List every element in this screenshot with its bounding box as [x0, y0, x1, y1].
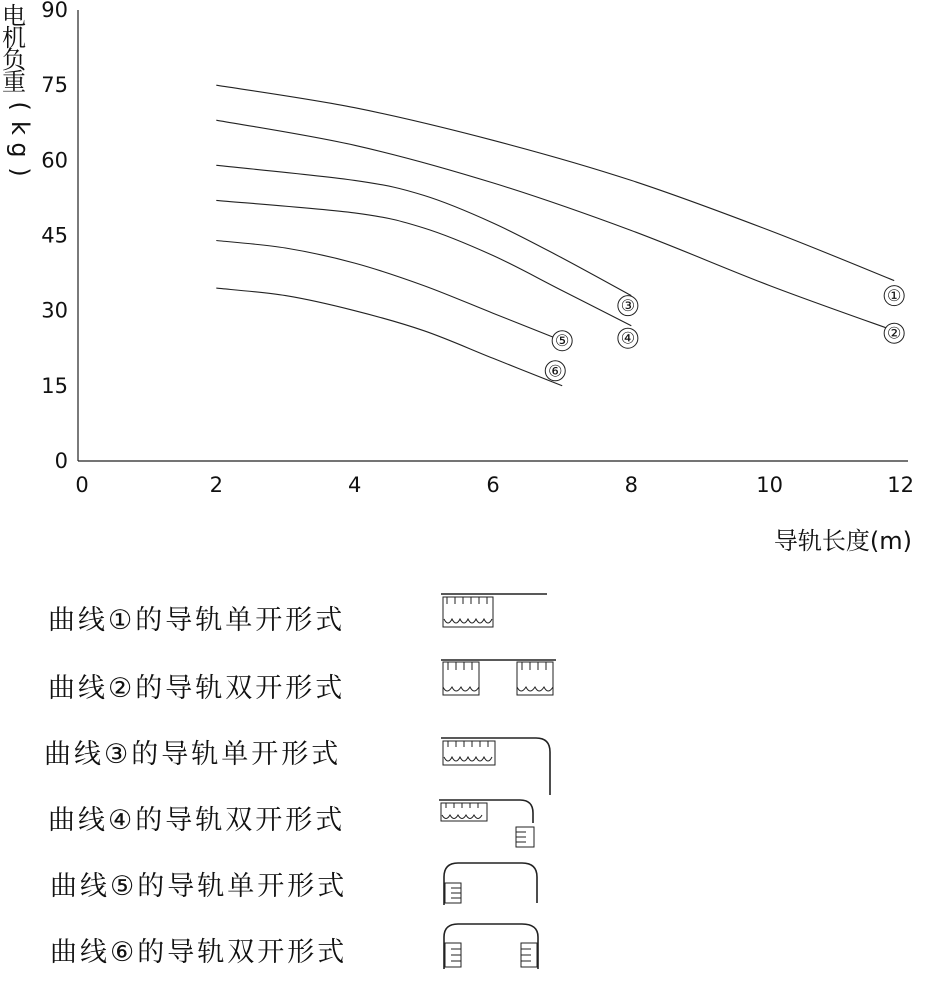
- double-open-l-shape-icon: [438, 797, 542, 849]
- legend-item: [48, 797, 345, 837]
- y-axis-label-char: 重: [2, 68, 26, 96]
- legend-item: [50, 929, 347, 969]
- y-tick-label: 30: [41, 298, 68, 323]
- legend-label: 曲线③的导轨单开形式: [44, 738, 342, 770]
- double-open-straight-icon: [440, 657, 560, 699]
- y-axis-label-char: 机: [2, 24, 26, 52]
- legend-label: 曲线①的导轨单开形式: [48, 604, 346, 636]
- legend-label: 曲线⑥的导轨双开形式: [50, 936, 348, 968]
- series-label: ①: [886, 286, 902, 306]
- series-line: [216, 288, 562, 386]
- legend-item: [48, 597, 345, 637]
- x-axis-label: 导轨长度(m): [773, 527, 912, 555]
- x-tick-label: 12: [887, 473, 914, 497]
- y-axis-label-char: ): [6, 167, 34, 177]
- series-label: ③: [620, 296, 636, 316]
- y-tick-label: 90: [41, 0, 68, 22]
- y-axis-label-char: g: [6, 142, 34, 158]
- series-line: [216, 120, 894, 331]
- series-line: [216, 241, 562, 341]
- single-open-u-shape-icon: [440, 859, 544, 909]
- y-tick-label: 75: [41, 73, 68, 98]
- legend-item: [48, 665, 345, 705]
- x-tick-labels: [75, 473, 914, 497]
- series-labels: [545, 286, 904, 381]
- legend-label: 曲线②的导轨双开形式: [48, 672, 346, 704]
- x-tick-label: 4: [347, 473, 362, 497]
- y-axis-label-char: k: [6, 121, 34, 135]
- series-label: ④: [620, 328, 636, 348]
- series-line: [216, 200, 631, 325]
- series-line: [216, 85, 894, 280]
- series-label: ⑥: [548, 361, 563, 381]
- y-axis-label-char: (: [6, 101, 34, 111]
- y-axis-label: [2, 2, 34, 177]
- y-axis-label-char: 负: [2, 46, 26, 74]
- x-tick-label: 6: [486, 473, 500, 497]
- single-open-straight-icon: [440, 591, 550, 631]
- y-tick-label: 15: [41, 373, 68, 398]
- y-tick-labels: [41, 0, 68, 473]
- y-tick-label: 60: [41, 148, 68, 173]
- y-axis-label-char: 电: [2, 2, 26, 30]
- y-tick-label: 45: [41, 223, 68, 248]
- series-line: [216, 165, 631, 295]
- legend-label: 曲线④的导轨双开形式: [48, 804, 346, 836]
- single-open-l-shape-icon: [440, 735, 558, 797]
- x-tick-label: 2: [209, 473, 224, 497]
- legend-item: [44, 731, 341, 771]
- series-label: ②: [886, 323, 902, 343]
- x-tick-label: 8: [624, 473, 639, 497]
- x-tick-label: 10: [756, 473, 784, 497]
- legend-label: 曲线⑤的导轨单开形式: [50, 870, 348, 902]
- x-tick-label: 0: [75, 473, 89, 497]
- y-tick-label: 0: [54, 449, 68, 473]
- legend-item: [50, 863, 347, 903]
- double-open-u-shape-icon: [440, 921, 544, 973]
- series-label: ⑤: [554, 331, 570, 351]
